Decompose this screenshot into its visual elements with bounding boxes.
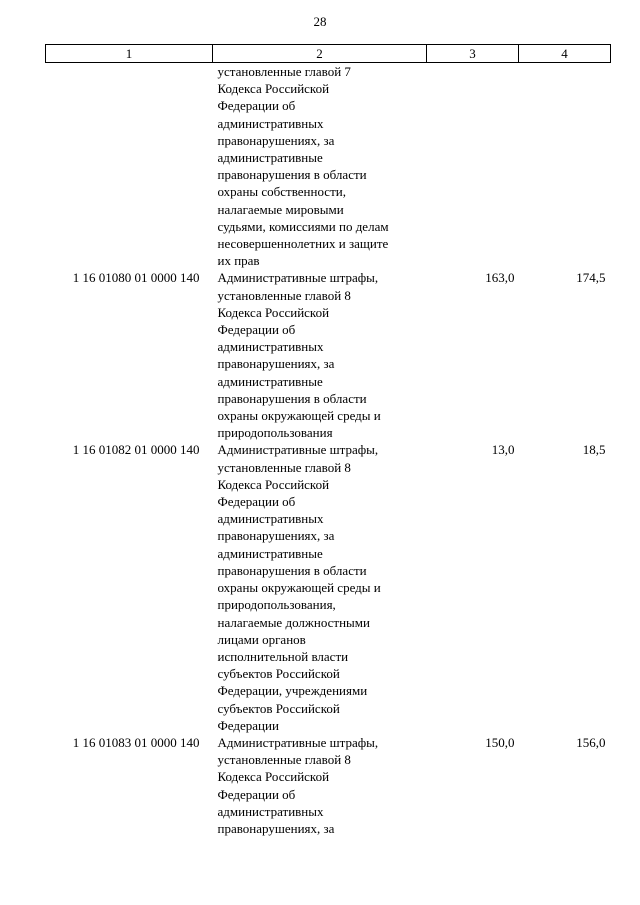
description-line: Кодекса Российской <box>217 476 330 492</box>
description-line: исполнительной власти <box>217 648 349 664</box>
amount-col-3: 150,0 <box>485 734 515 750</box>
description-line: Федерации, учреждениями <box>217 683 368 699</box>
table-row <box>46 734 611 837</box>
description-line: правонарушениях, за <box>217 132 335 148</box>
description-line: Федерации об <box>217 98 296 114</box>
description-line: природопользования, <box>217 597 336 613</box>
amount-col-3: 163,0 <box>485 270 515 286</box>
income-description <box>213 63 427 270</box>
page-number: 28 <box>313 14 327 29</box>
description-line: судьями, комиссиями по делам <box>217 218 389 234</box>
income-description <box>213 441 427 733</box>
description-line: Административные штрафы, <box>217 270 379 286</box>
description-line: Федерации об <box>217 786 296 802</box>
amount-col-4: 174,5 <box>576 270 606 286</box>
table-row <box>46 269 611 441</box>
header-col-3: 3 <box>427 45 519 63</box>
description-line: охраны собственности, <box>217 184 346 200</box>
description-line: административные <box>217 545 323 561</box>
description-line: налагаемые должностными <box>217 614 370 630</box>
description-line: Кодекса Российской <box>217 304 330 320</box>
description-line: правонарушениях, за <box>217 356 335 372</box>
description-line: установленные главой 8 <box>217 459 351 475</box>
amount-col-4: 156,0 <box>576 734 606 750</box>
description-line: лицами органов <box>217 631 306 647</box>
description-line: Кодекса Российской <box>217 769 330 785</box>
table-header-row <box>46 45 611 63</box>
amount-col-4: 18,5 <box>582 442 606 458</box>
description-line: Федерации <box>217 717 279 733</box>
description-line: Административные штрафы, <box>217 442 379 458</box>
description-line: правонарушениях, за <box>217 528 335 544</box>
table-row <box>46 441 611 733</box>
description-line: установленные главой 8 <box>217 287 351 303</box>
amount-col-3: 13,0 <box>491 442 515 458</box>
description-line: правонарушения в области <box>217 390 367 406</box>
header-col-4: 4 <box>519 45 611 63</box>
description-line: Кодекса Российской <box>217 81 330 97</box>
description-line: субъектов Российской <box>217 666 340 682</box>
description-line: субъектов Российской <box>217 700 340 716</box>
budget-table <box>45 44 611 837</box>
description-line: охраны окружающей среды и <box>217 408 381 424</box>
amount-col-3 <box>427 63 519 270</box>
table-row <box>46 63 611 270</box>
description-line: правонарушения в области <box>217 562 367 578</box>
income-description <box>213 269 427 441</box>
description-line: несовершеннолетних и защите <box>217 236 389 252</box>
income-code: 1 16 01083 01 0000 140 <box>72 734 200 750</box>
description-line: административных <box>217 339 324 355</box>
description-line: Федерации об <box>217 494 296 510</box>
description-line: административных <box>217 803 324 819</box>
description-line: их прав <box>217 253 260 269</box>
description-line: налагаемые мировыми <box>217 201 344 217</box>
description-line: Федерации об <box>217 322 296 338</box>
income-code: 1 16 01080 01 0000 140 <box>72 270 200 286</box>
description-line: административных <box>217 511 324 527</box>
table-body <box>46 63 611 838</box>
description-line: установленные главой 8 <box>217 752 351 768</box>
amount-col-4 <box>519 63 611 270</box>
description-line: административные <box>217 150 323 166</box>
description-line: административные <box>217 373 323 389</box>
description-line: Административные штрафы, <box>217 734 379 750</box>
description-line: правонарушениях, за <box>217 820 335 836</box>
description-line: административных <box>217 115 324 131</box>
header-col-1: 1 <box>46 45 213 63</box>
description-line: установленные главой 7 <box>217 64 351 79</box>
description-line: охраны окружающей среды и <box>217 580 381 596</box>
description-line: природопользования <box>217 425 333 441</box>
description-line: правонарушения в области <box>217 167 367 183</box>
income-code <box>46 63 213 270</box>
header-col-2: 2 <box>213 45 427 63</box>
income-description <box>213 734 427 837</box>
income-code: 1 16 01082 01 0000 140 <box>72 442 200 458</box>
